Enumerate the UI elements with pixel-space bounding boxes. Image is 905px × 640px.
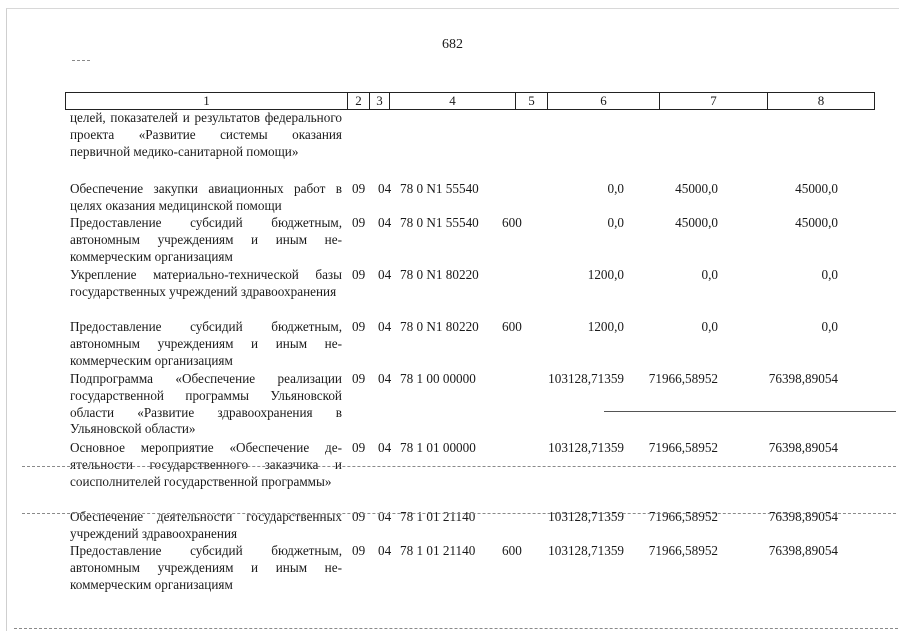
row-section-code: 09	[352, 440, 366, 455]
row-subsection-code: 04	[378, 543, 392, 558]
header-col-1: 1	[66, 93, 348, 109]
row-amount-year-1: 0,0	[607, 215, 624, 230]
row-amount-year-3: 45000,0	[795, 215, 838, 230]
scan-artifact	[22, 466, 896, 468]
header-col-4: 4	[390, 93, 516, 109]
row-target-article: 78 1 01 00000	[400, 440, 476, 455]
row-amount-year-1: 103128,71359	[548, 543, 624, 558]
header-col-6: 6	[548, 93, 660, 109]
row-target-article: 78 0 N1 80220	[400, 267, 479, 282]
row-amount-year-1: 103128,71359	[548, 440, 624, 455]
row-subsection-code: 04	[378, 371, 392, 386]
row-section-code: 09	[352, 371, 366, 386]
row-amount-year-1: 0,0	[607, 181, 624, 196]
row-section-code: 09	[352, 543, 366, 558]
row-description: целей, показателей и результатов федерального проекта «Развитие системы оказания первичной медико-санитарной помощи»	[70, 110, 342, 159]
row-target-article: 78 1 00 00000	[400, 371, 476, 386]
row-description: Укрепление материально-технической базы государственных учреждений здравоохранения	[70, 267, 342, 299]
row-section-code: 09	[352, 181, 366, 196]
row-amount-year-1: 1200,0	[587, 319, 624, 334]
row-amount-year-3: 76398,89054	[768, 371, 838, 386]
row-description: Обеспечение деятельности государственных учреждений здравоохранения	[70, 509, 342, 541]
row-amount-year-2: 71966,58952	[648, 440, 718, 455]
scan-artifact	[14, 628, 898, 630]
row-subsection-code: 04	[378, 509, 392, 524]
header-col-8: 8	[817, 93, 825, 108]
row-amount-year-1: 1200,0	[587, 267, 624, 282]
row-expense-type: 600	[502, 319, 522, 334]
row-description: Основное мероприятие «Обеспечение деятельности государственного заказчика и соисполнителей государственной программы»	[70, 440, 342, 489]
row-description: Предоставление субсидий бюджетным, автономным учреждениям и иным некоммерческим организациям	[70, 543, 342, 592]
row-description: Предоставление субсидий бюджетным, автономным учреждениям и иным некоммерческим организациям	[70, 215, 342, 264]
row-amount-year-2: 71966,58952	[648, 509, 718, 524]
row-subsection-code: 04	[378, 181, 392, 196]
row-target-article: 78 0 N1 80220	[400, 319, 479, 334]
row-expense-type: 600	[502, 543, 522, 558]
row-section-code: 09	[352, 215, 366, 230]
row-description: Обеспечение закупки авиационных работ в целях оказания медицинской помощи	[70, 181, 342, 213]
row-amount-year-2: 71966,58952	[648, 543, 718, 558]
row-amount-year-3: 45000,0	[795, 181, 838, 196]
scan-artifact	[604, 411, 896, 412]
row-description: Подпрограмма «Обеспечение реализации государственной программы Ульяновской области «Развитие здравоохранения в Ульяновской области»	[70, 371, 342, 437]
row-subsection-code: 04	[378, 319, 392, 334]
row-target-article: 78 0 N1 55540	[400, 215, 479, 230]
row-subsection-code: 04	[378, 215, 392, 230]
row-amount-year-2: 45000,0	[675, 215, 718, 230]
row-section-code: 09	[352, 267, 366, 282]
row-amount-year-3: 76398,89054	[768, 509, 838, 524]
row-expense-type: 600	[502, 215, 522, 230]
header-col-3: 3	[370, 93, 390, 109]
header-col-7: 7	[660, 93, 768, 109]
row-description: Предоставление субсидий бюджетным, автономным учреждениям и иным некоммерческим организациям	[70, 319, 342, 368]
page-number: 682	[442, 37, 463, 52]
row-target-article: 78 1 01 21140	[400, 543, 476, 558]
row-subsection-code: 04	[378, 440, 392, 455]
row-target-article: 78 1 01 21140	[400, 509, 476, 524]
header-col-2: 2	[348, 93, 370, 109]
row-amount-year-1: 103128,71359	[548, 371, 624, 386]
table-header	[65, 92, 875, 110]
row-amount-year-2: 45000,0	[675, 181, 718, 196]
row-section-code: 09	[352, 319, 366, 334]
header-col-5: 5	[516, 93, 548, 109]
row-amount-year-3: 76398,89054	[768, 543, 838, 558]
row-amount-year-3: 0,0	[821, 319, 838, 334]
row-section-code: 09	[352, 509, 366, 524]
scan-artifact	[22, 513, 896, 515]
row-amount-year-2: 71966,58952	[648, 371, 718, 386]
row-subsection-code: 04	[378, 267, 392, 282]
scan-artifact	[72, 60, 90, 62]
row-target-article: 78 0 N1 55540	[400, 181, 479, 196]
row-amount-year-3: 76398,89054	[768, 440, 838, 455]
row-amount-year-2: 0,0	[701, 267, 718, 282]
row-amount-year-1: 103128,71359	[548, 509, 624, 524]
row-amount-year-2: 0,0	[701, 319, 718, 334]
row-amount-year-3: 0,0	[821, 267, 838, 282]
